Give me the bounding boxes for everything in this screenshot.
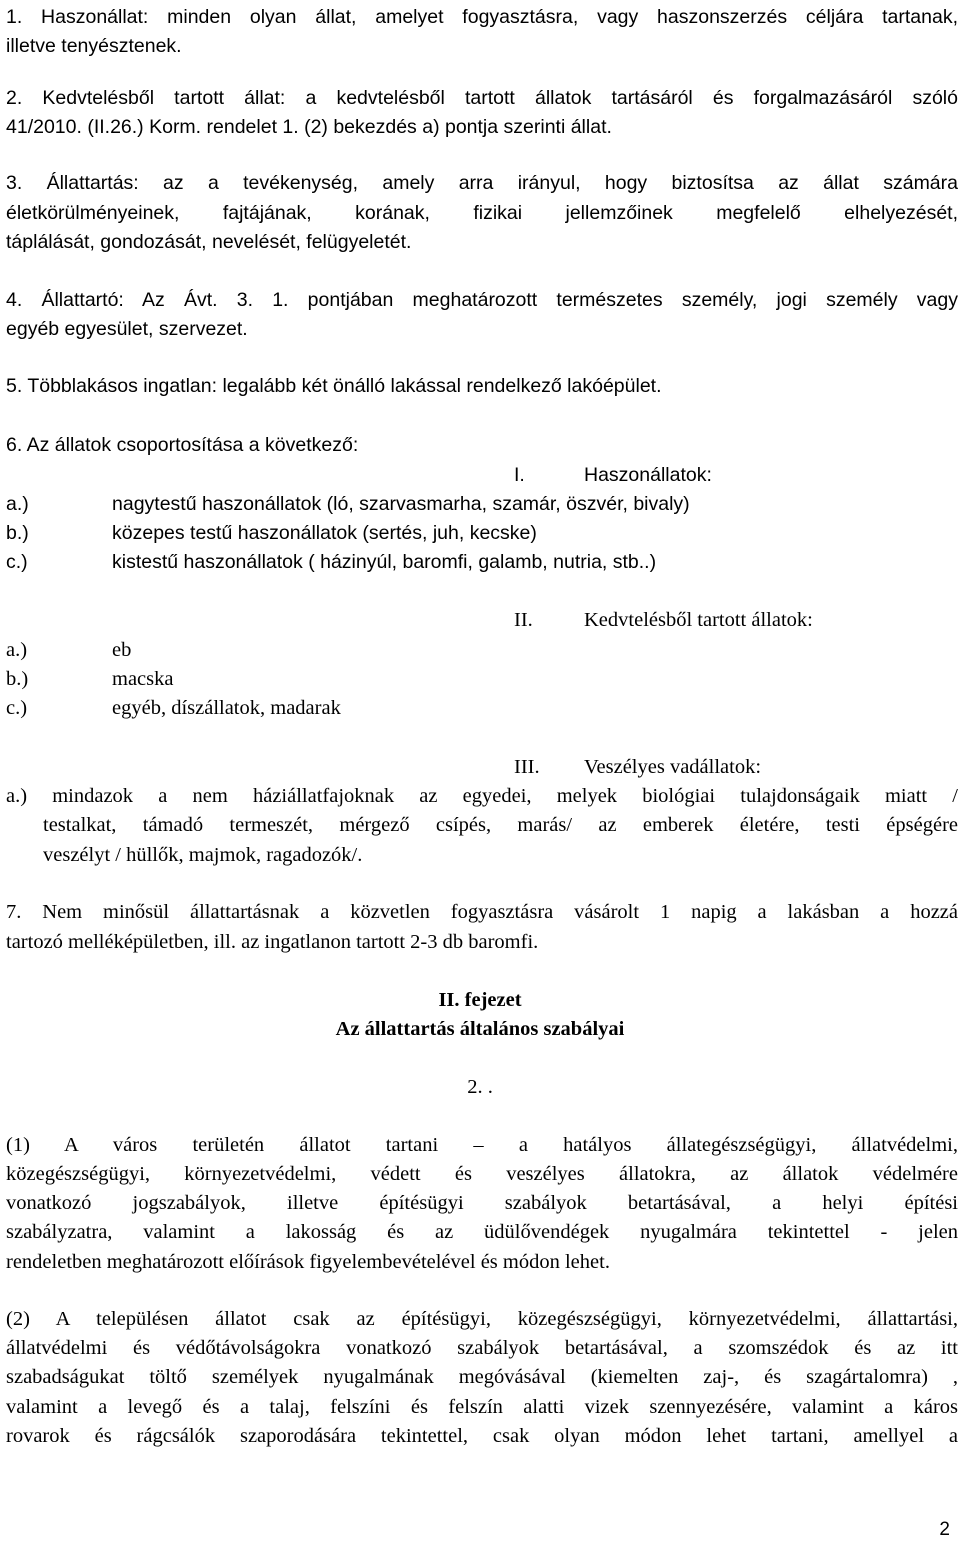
item-label: a.) [6,493,29,515]
definition-2-line-2: 41/2010. (II.26.) Korm. rendelet 1. (2) bekezdés a) pontja szerinti állat. [6,116,612,138]
item-text: macska [112,668,174,690]
item-text: közepes testű haszonállatok (sertés, juh, kecske) [112,522,537,544]
group-1-item [6,519,537,548]
item-label: c.) [6,697,28,719]
group-1-heading [514,461,712,490]
group-2-item [6,636,131,665]
section-number: 2. . [467,1076,493,1098]
item-label: b.) [6,522,29,544]
chapter-number: II. fejezet [438,989,522,1011]
definition-1-line-2: illetve tenyésztenek. [6,35,182,57]
definition-1-line-1: 1. Haszonállat: minden olyan állat, amelyet fogyasztásra, vagy haszonszerzés céljára tartanak, [6,6,958,28]
paragraph-2-line: szabadságukat töltő személyek nyugalmának megóvásával (kiemelten zaj-, és szagártalomra) , [6,1366,958,1388]
item-text: eb [112,639,132,661]
paragraph-2-line: állatvédelmi és védőtávolságokra vonatkozó szabályok betartásával, a szomszédok és az itt [6,1337,958,1359]
group-3-text-line-2: testalkat, támadó termeszét, mérgező csípés, marás/ az emberek életére, testi épségére [43,814,958,836]
definition-3-line-1: 3. Állattartás: az a tevékenység, amely arra irányul, hogy biztosítsa az állat számára [6,172,958,194]
definition-3-line-3: táplálását, gondozását, nevelését, felügyeletét. [6,231,412,253]
item-label: a.) [6,639,28,661]
group-1-item [6,548,656,577]
item-text: egyéb, díszállatok, madarak [112,697,341,719]
group-3-text-line-1: a.) mindazok a nem háziállatfajoknak az egyedei, melyek biológiai tulajdonságaik miatt / [6,785,958,807]
paragraph-1-line: vonatkozó jogszabályok, illetve építésügyi szabályok betartásával, a helyi építési [6,1192,958,1214]
paragraph-1-line: szabályzatra, valamint a lakosság és az üdülővendégek nyugalmára tekintettel - jelen [6,1221,958,1243]
group-3-heading [514,753,761,782]
chapter-title: Az állattartás általános szabályai [335,1018,625,1040]
group-1-number: I. [514,464,525,486]
definition-6: 6. Az állatok csoportosítása a következő: [6,434,359,456]
paragraph-2-line: rovarok és rágcsálók szaporodására tekintettel, csak olyan módon lehet tartani, amellyel a [6,1425,958,1447]
definition-3-line-2: életkörülményeinek, fajtájának, korának, fizikai jellemzőinek megfelelő elhelyezését, [6,202,958,224]
definition-7-line-1: 7. Nem minősül állattartásnak a közvetlen fogyasztásra vásárolt 1 napig a lakásban a hozzá [6,901,958,923]
paragraph-1-line: közegészségügyi, környezetvédelmi, védett és veszélyes állatokra, az állatok védelmére [6,1163,958,1185]
group-3-title: Veszélyes vadállatok: [584,756,762,778]
group-2-number: II. [514,609,533,631]
definition-4-line-2: egyéb egyesület, szervezet. [6,318,248,340]
definition-4-line-1: 4. Állattartó: Az Ávt. 3. 1. pontjában meghatározott természetes személy, jogi személy vagy [6,289,958,311]
definition-5: 5. Többlakásos ingatlan: legalább két önálló lakással rendelkező lakóépület. [6,375,662,397]
group-2-item [6,665,173,694]
item-text: kistestű haszonállatok ( házinyúl, baromfi, galamb, nutria, stb..) [112,551,657,573]
paragraph-2-line: valamint a levegő és a talaj, felszíni és felszín alatti vizek szennyezésére, valamint a káros [6,1396,958,1418]
group-2-item [6,694,341,723]
definition-2-line-1: 2. Kedvtelésből tartott állat: a kedvtelésből tartott állatok tartásáról és forgalmazásáról szóló [6,87,958,109]
group-3-number: III. [514,756,540,778]
group-1-item [6,490,690,519]
item-label: c.) [6,551,28,573]
group-1-title: Haszonállatok: [584,464,712,486]
paragraph-1-line: rendeletben meghatározott előírások figyelembevételével és módon lehet. [6,1251,610,1273]
group-3-text-line-3: veszélyt / hüllők, majmok, ragadozók/. [43,844,363,866]
item-label: b.) [6,668,29,690]
group-2-title: Kedvtelésből tartott állatok: [584,609,813,631]
definition-7-line-2: tartozó melléképületben, ill. az ingatlanon tartott 2-3 db baromfi. [6,931,539,953]
paragraph-1-line: (1) A város területén állatot tartani – a hatályos állategészségügyi, állatvédelmi, [6,1134,958,1156]
page-number: 2 [939,1519,950,1540]
item-text: nagytestű haszonállatok (ló, szarvasmarha, szamár, öszvér, bivaly) [112,493,690,515]
paragraph-2-line: (2) A településen állatot csak az építésügyi, közegészségügyi, környezetvédelmi, állattartási, [6,1308,958,1330]
group-2-heading [514,606,813,635]
